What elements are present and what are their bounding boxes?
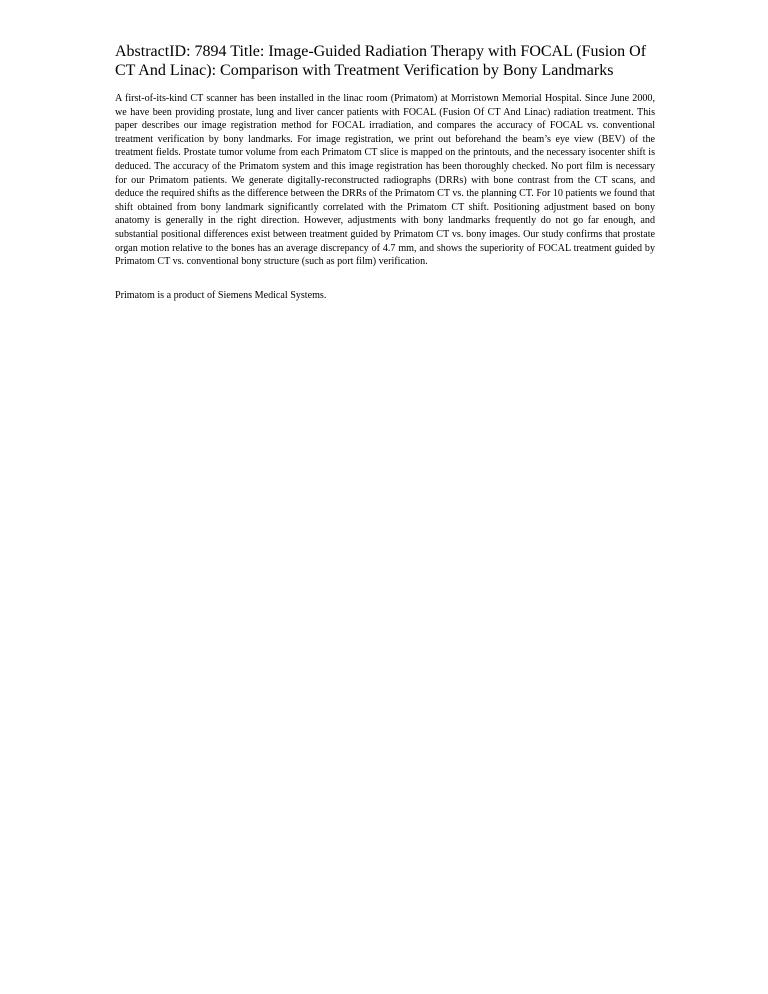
abstract-title: AbstractID: 7894 Title: Image-Guided Radiation Therapy with FOCAL (Fusion Of CT And Linac): Comparison with Treatment Verification by Bony Landmarks: [115, 43, 647, 79]
document-page: [115, 42, 655, 302]
footnote: Primatom is a product of Siemens Medical Systems.: [115, 289, 327, 301]
abstract-body: A first-of-its-kind CT scanner has been installed in the linac room (Primatom) at Morristown Memorial Hospital. Since June 2000, we have been providing prostate, lung and liver cancer patients with FOCAL (Fusion Of CT And Linac) radiation treatment. This paper describes our image registration method for FOCAL irradiation, and compares the accuracy of FOCAL vs. conventional treatment verification by bony landmarks. For image registration, we print out beforehand the beam’s eye view (BEV) of the treatment fields. Prostate tumor volume from each Primatom CT slice is mapped on the printouts, and the necessary isocenter shift is deduced. The accuracy of the Primatom system and this image registration has been thoroughly checked. No port film is necessary for our Primatom patients. We generate digitally-reconstructed radiographs (DRRs) with bone contrast from the CT scans, and deduce the required shifts as the difference between the DRRs of the Primatom CT vs. the planning CT. For 10 patients we found that shift obtained from bony landmark significantly correlated with the Primatom CT shift. Positioning adjustment based on bony anatomy is generally in the right direction. However, adjustments with bony landmarks frequently do not go far enough, and substantial positional differences exist between treatment guided by Primatom CT vs. bony images. Our study confirms that prostate organ motion relative to the bones has an average discrepancy of 4.7 mm, and shows the superiority of FOCAL treatment guided by Primatom CT vs. conventional bony structure (such as port film) verification.: [115, 93, 655, 268]
